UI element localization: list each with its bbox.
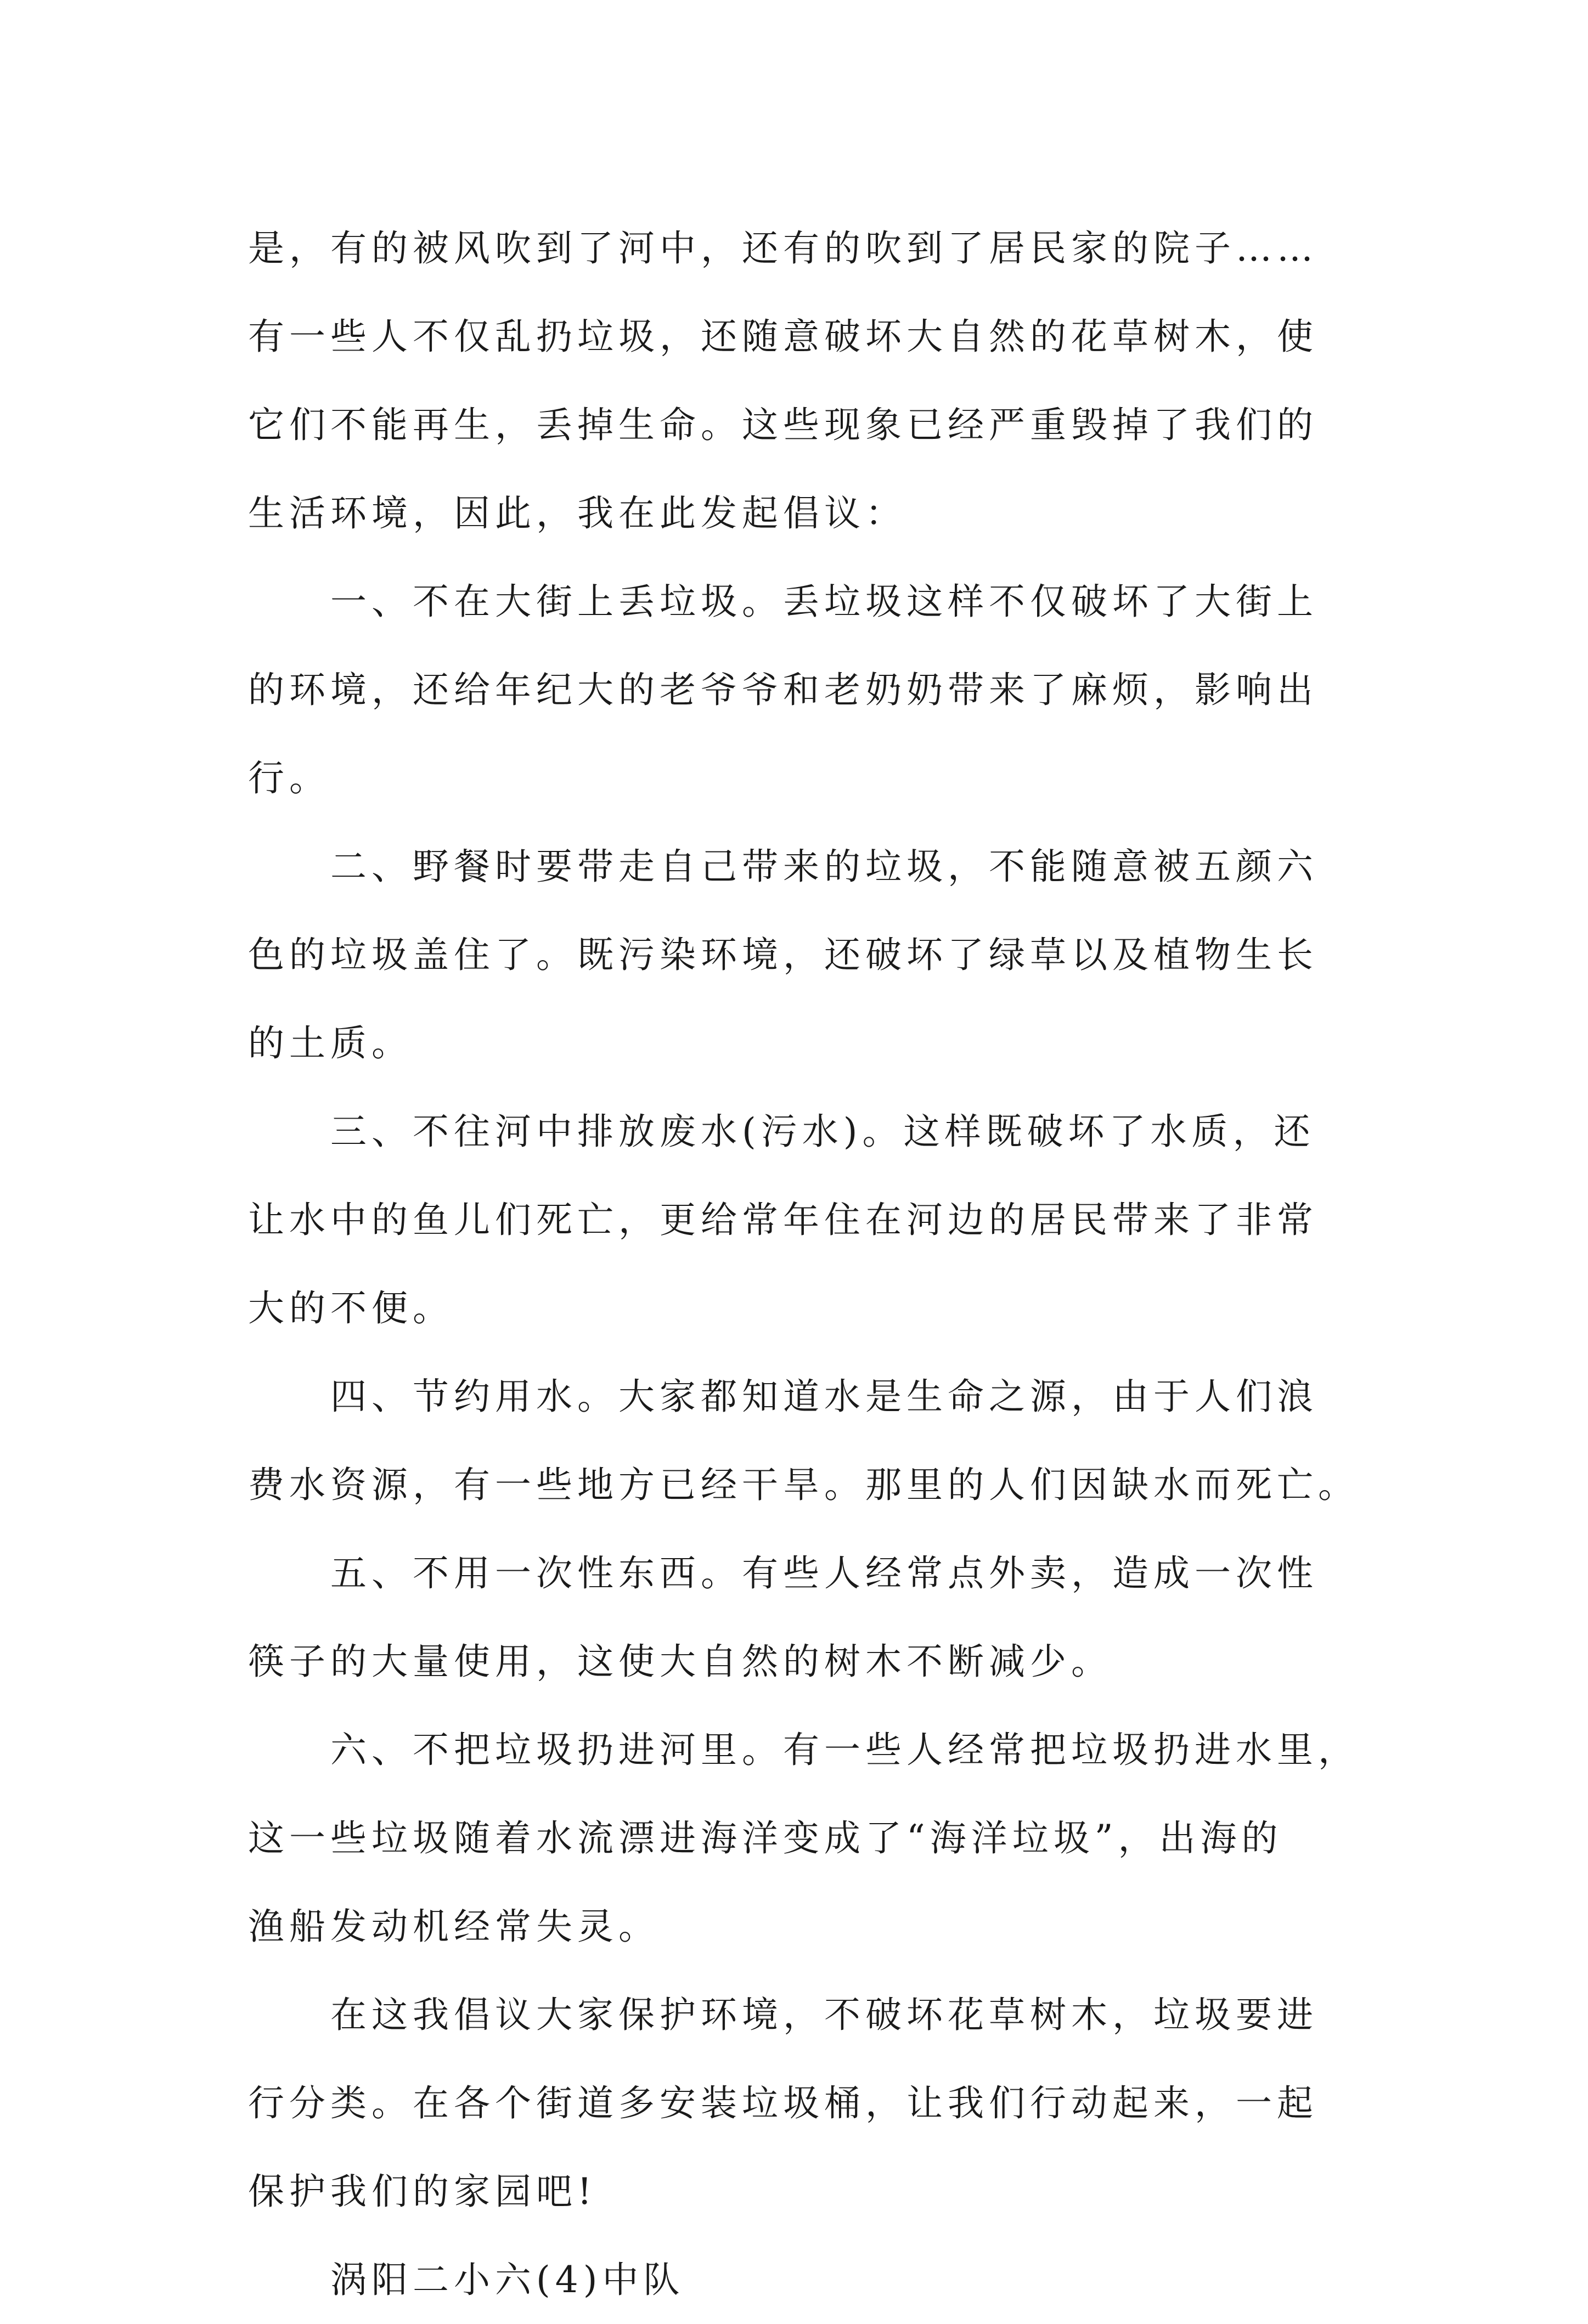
- closing-line: 在这我倡议大家保护环境，不破坏花草树木，垃圾要进: [330, 1994, 1318, 2036]
- text-line: 色的垃圾盖住了。既污染环境，还破坏了绿草以及植物生长: [248, 934, 1318, 976]
- text-line: 保护我们的家园吧!: [248, 2170, 597, 2213]
- text-line: 有一些人不仅乱扔垃圾，还随意破坏大自然的花草树木，使: [248, 315, 1318, 358]
- text-line: 大的不便。: [248, 1287, 454, 1329]
- text-line: 行分类。在各个街道多安装垃圾桶，让我们行动起来，一起: [248, 2082, 1318, 2124]
- text-line: 让水中的鱼儿们死亡，更给常年住在河边的居民带来了非常: [248, 1199, 1318, 1241]
- text-line: 这一些垃圾随着水流漂进海洋变成了“海洋垃圾”，出海的: [248, 1817, 1283, 1859]
- proposal-6-line: 六、不把垃圾扔进河里。有一些人经常把垃圾扔进水里，: [330, 1729, 1359, 1771]
- proposal-3-line: 三、不往河中排放废水(污水)。这样既破坏了水质，还: [330, 1110, 1315, 1153]
- proposal-4-line: 四、节约用水。大家都知道水是生命之源，由于人们浪: [330, 1375, 1318, 1418]
- text-line: 它们不能再生，丢掉生命。这些现象已经严重毁掉了我们的: [248, 404, 1318, 446]
- text-line: 费水资源，有一些地方已经干旱。那里的人们因缺水而死亡。: [248, 1464, 1359, 1506]
- signature-line: 涡阳二小六(4)中队: [330, 2259, 685, 2301]
- proposal-5-line: 五、不用一次性东西。有些人经常点外卖，造成一次性: [330, 1552, 1318, 1594]
- text-line: 渔船发动机经常失灵。: [248, 1905, 660, 1948]
- text-line: 是，有的被风吹到了河中，还有的吹到了居民家的院子……: [248, 227, 1318, 269]
- text-line: 的环境，还给年纪大的老爷爷和老奶奶带来了麻烦，影响出: [248, 669, 1318, 711]
- text-line: 筷子的大量使用，这使大自然的树木不断减少。: [248, 1640, 1112, 1683]
- text-line: 行。: [248, 757, 330, 799]
- document-body: [248, 204, 1359, 2324]
- text-line: 的土质。: [248, 1022, 413, 1064]
- proposal-1-line: 一、不在大街上丢垃圾。丢垃圾这样不仅破坏了大街上: [330, 580, 1318, 623]
- proposal-2-line: 二、野餐时要带走自己带来的垃圾，不能随意被五颜六: [330, 845, 1318, 888]
- text-line: 生活环境，因此，我在此发起倡议：: [248, 492, 906, 534]
